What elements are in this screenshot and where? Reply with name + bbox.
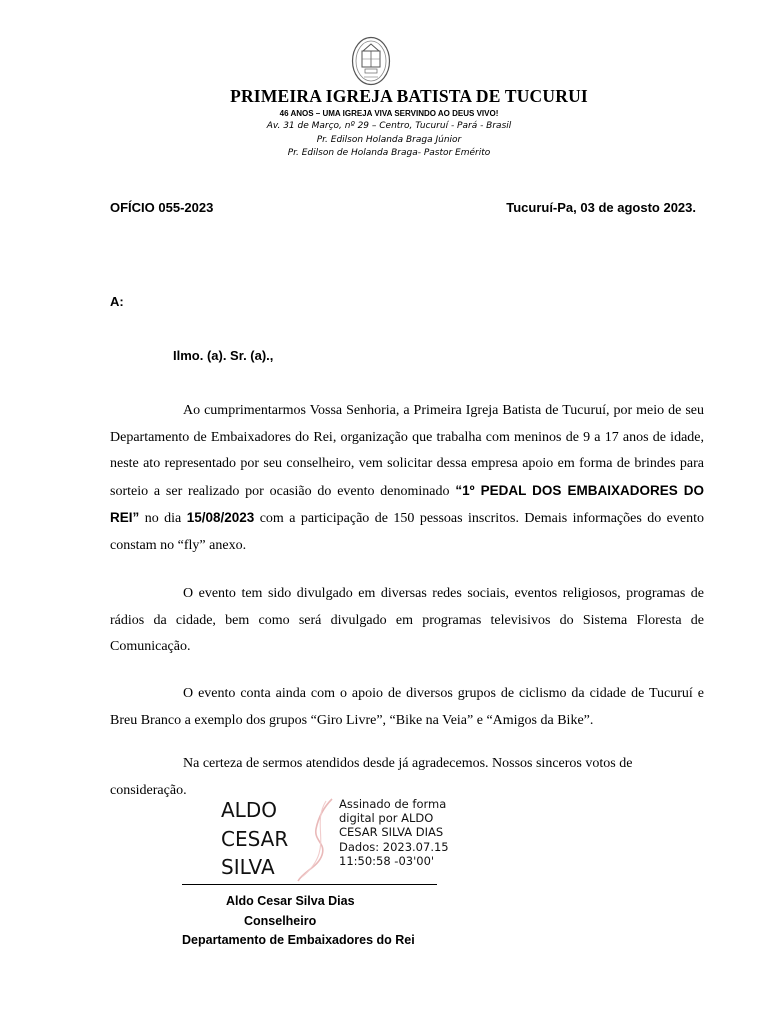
church-pastor-emeritus: Pr. Edilson de Holanda Braga- Pastor Emérito [287, 148, 491, 158]
church-pastor: Pr. Edilson Holanda Braga Júnior [316, 135, 462, 145]
paragraph-closing: Na certeza de sermos atendidos desde já agradecemos. Nossos sinceros votos de consideração. [110, 756, 633, 798]
signature-line [182, 884, 437, 885]
church-address: Av. 31 de Março, nº 29 – Centro, Tucuruí - Pará - Brasil [266, 121, 512, 131]
paragraph-support: O evento conta ainda com o apoio de diversos grupos de ciclismo da cidade de Tucuruí e Breu Branco a exemplo dos grupos “Giro Livre”, “Bike na Veia” e “Amigos da Bike”. [110, 686, 704, 728]
recipient-label: A: [110, 294, 124, 309]
church-name: PRIMEIRA IGREJA BATISTA DE TUCURUI [230, 86, 588, 106]
signer-name: Aldo Cesar Silva Dias [226, 894, 355, 908]
event-date: 15/08/2023 [186, 510, 255, 525]
paragraph-publicity: O evento tem sido divulgado em diversas redes sociais, eventos religiosos, programas de rádios da cidade, bem como será divulgado em programas televisivos do Sistema Floresta de Comunicação. [110, 586, 704, 654]
church-seal-icon [351, 36, 391, 86]
signer-department: Departamento de Embaixadores do Rei [182, 933, 415, 947]
salutation: Ilmo. (a). Sr. (a)., [173, 348, 274, 363]
signer-role: Conselheiro [244, 914, 317, 928]
paragraph-request: Ao cumprimentarmos Vossa Senhoria, a Primeira Igreja Batista de Tucuruí, por meio de seu Departamento de Embaixadores do Rei, organização que trabalha com meninos de 9 a 17 anos de idade, neste ato representado por seu conselheiro, vem solicitar dessa empresa apoio em forma de brindes para sorteio a ser realizado por ocasião do evento denominado “1º PEDAL DOS EMBAIXADORES DO REI” no dia 15/08/2023 com a participação de 150 pessoas inscritos. Demais informações do evento constam no “fly” anexo. [110, 403, 705, 553]
church-motto: 46 ANOS – UMA IGREJA VIVA SERVINDO AO DEUS VIVO! [279, 109, 499, 118]
letter-reference: OFÍCIO 055-2023 [110, 200, 214, 215]
letter-date: Tucuruí-Pa, 03 de agosto 2023. [506, 200, 696, 215]
event-name: “1º PEDAL DOS EMBAIXADORES DO REI” [110, 482, 705, 525]
digital-signature-name: ALDO CESAR SILVA [221, 798, 289, 879]
signature-watermark-icon [292, 797, 342, 883]
digital-signature-details: Assinado de forma digital por ALDO CESAR SILVA DIAS Dados: 2023.07.15 11:50:58 -03'00' [339, 797, 449, 868]
